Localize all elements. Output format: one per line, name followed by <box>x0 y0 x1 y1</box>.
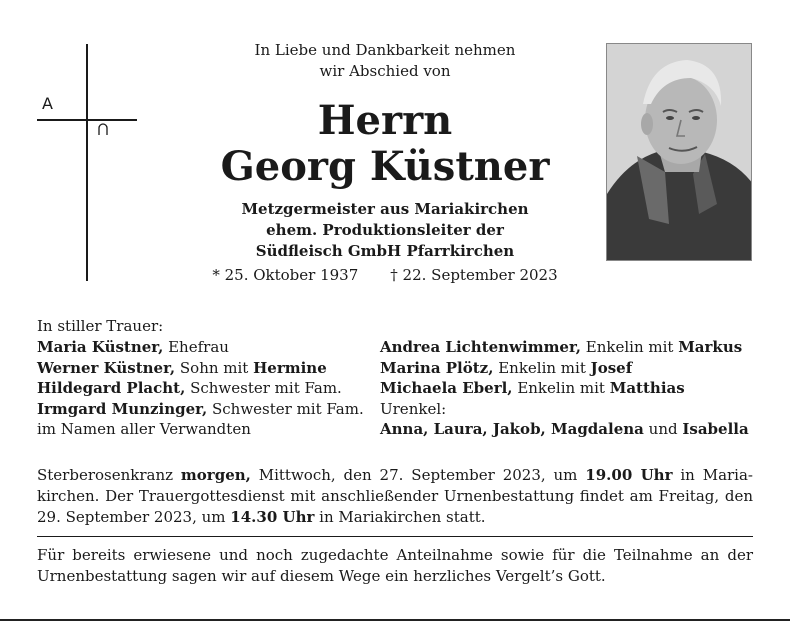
mourner-relation: Enkelin mit <box>581 338 679 356</box>
divider <box>37 536 753 537</box>
mourner-entry <box>380 358 749 379</box>
life-dates <box>200 265 570 285</box>
service-announcement <box>37 465 753 528</box>
mourner-partner: Matthias <box>609 379 685 397</box>
deceased-titles <box>200 199 570 262</box>
mourner-relation: im Namen aller Verwandten <box>37 420 251 438</box>
service-time: 19.00 Uhr <box>585 466 673 484</box>
mourners-left-column <box>37 337 364 440</box>
service-text: Sterberosenkranz <box>37 466 181 484</box>
alpha-symbol: A <box>42 94 53 113</box>
mourner-relation: Enkelin mit <box>512 379 610 397</box>
mourner-entry <box>37 399 364 420</box>
mourner-relation: Schwester mit Fam. <box>185 379 342 397</box>
title-line-1: Metzgermeister aus Mariakirchen <box>241 200 529 218</box>
mourner-entry <box>37 337 364 358</box>
cross-vertical-bar <box>86 44 88 281</box>
birth-date: * 25. Oktober 1937 <box>212 266 359 284</box>
mourner-partner: Josef <box>590 358 633 377</box>
thanks-text: Für bereits erwiesene und noch zugedachte Anteilnahme sowie für die Teilnahme an der Urnenbestattung sagen wir auf diesem Wege ein herzliches Vergelt’s Gott. <box>37 546 753 585</box>
mourner-entry <box>380 337 749 358</box>
cross-horizontal-bar <box>37 119 137 121</box>
intro-text <box>200 40 570 82</box>
mourner-relation: Schwester mit Fam. <box>207 399 364 418</box>
mourner-name: Michaela Eberl, <box>380 379 513 397</box>
mourner-relation: Sohn mit <box>175 358 254 377</box>
service-time: 14.30 Uhr <box>230 508 315 526</box>
mourner-name: Marina Plötz, <box>380 358 494 377</box>
mourner-relation: Urenkel: <box>380 399 447 418</box>
omega-icon <box>98 122 108 136</box>
service-text: in Maria-kirchen. Der Trauergottesdienst mit anschließender Urnenbestattung findet am Freitag, den 29. September 2023, um <box>37 466 753 526</box>
mourner-entry <box>37 378 364 399</box>
mourner-entry <box>380 378 749 399</box>
mourner-relation: Enkelin mit <box>493 358 591 377</box>
service-emphasis: morgen, <box>180 466 251 484</box>
intro-line-1: In Liebe und Dankbarkeit nehmen <box>254 41 516 59</box>
mourners-label: In stiller Trauer: <box>37 317 164 335</box>
deceased-name: Georg Küstner <box>220 143 550 190</box>
mourner-partner: Hermine <box>253 358 327 377</box>
mourner-entry <box>37 358 364 379</box>
mourner-entry <box>380 399 749 420</box>
mourner-name: Irmgard Munzinger, <box>37 399 208 418</box>
mourner-name: Andrea Lichtenwimmer, <box>380 338 582 356</box>
mourners-right-column <box>380 337 749 440</box>
mourner-partner: Markus <box>678 338 743 356</box>
mourner-name: Hildegard Placht, <box>37 379 186 397</box>
title-line-2: ehem. Produktionsleiter der <box>266 221 504 239</box>
mourner-name: Maria Küstner, <box>37 338 164 356</box>
mourner-relation: und <box>643 420 683 438</box>
title-line-3: Südfleisch GmbH Pfarrkirchen <box>255 242 515 260</box>
mourner-entry <box>380 419 749 440</box>
intro-line-2: wir Abschied von <box>319 62 451 80</box>
death-date: † 22. September 2023 <box>390 266 558 284</box>
service-text: in Mariakirchen statt. <box>314 508 486 526</box>
salutation: Herrn <box>317 97 453 144</box>
portrait-photo <box>606 43 752 261</box>
mourner-relation: Ehefrau <box>163 338 229 356</box>
mourner-entry <box>37 419 364 440</box>
mourner-name: Werner Küstner, <box>37 358 176 377</box>
service-text: Mittwoch, den 27. September 2023, um <box>250 466 586 484</box>
mourner-name: Anna, Laura, Jakob, Magdalena <box>380 420 644 438</box>
mourner-partner: Isabella <box>682 420 749 438</box>
